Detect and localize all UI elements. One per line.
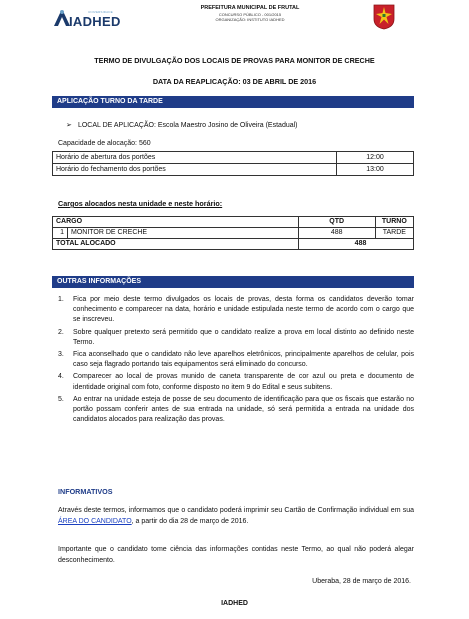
arrow-bullet-icon: ➢ bbox=[66, 122, 72, 129]
header-qtd: QTD bbox=[298, 217, 375, 228]
row-number: 1 bbox=[53, 228, 68, 239]
list-item bbox=[58, 395, 414, 426]
capacidade-alocacao: Capacidade de alocação: 560 bbox=[58, 140, 151, 147]
item-number: 4. bbox=[58, 373, 64, 381]
list-item bbox=[58, 295, 414, 326]
table-header-row bbox=[53, 217, 414, 228]
concurso-line: CONCURSO PÚBLICO - 001/2015 bbox=[218, 12, 282, 17]
frutal-crest-icon bbox=[373, 4, 395, 30]
informativo-text-before: Através deste termos, informamos que o candidato poderá imprimir seu Cartão de Confirmação individual em sua bbox=[58, 507, 414, 514]
section-turno-bar: APLICAÇÃO TURNO DA TARDE bbox=[52, 96, 414, 108]
informativo-paragraph-2: Importante que o candidato tome ciência das informações contidas neste Termo, ao qual não poderá alegar desconhecimento. bbox=[58, 546, 414, 564]
header-center bbox=[150, 5, 350, 22]
document-title: TERMO DE DIVULGAÇÃO DOS LOCAIS DE PROVAS PARA MONITOR DE CRECHE bbox=[94, 56, 375, 65]
horario-label: Horário de abertura dos portões bbox=[53, 152, 337, 164]
list-item bbox=[58, 350, 414, 370]
item-text: Sobre qualquer pretexto será permitido que o candidato realize a prova em local distinto ao definido neste Termo. bbox=[73, 328, 414, 346]
item-number: 5. bbox=[58, 395, 64, 403]
item-number: 2. bbox=[58, 328, 64, 336]
iadhed-logo bbox=[52, 8, 122, 30]
prefeitura-title: PREFEITURA MUNICIPAL DE FRUTAL bbox=[200, 5, 300, 11]
item-number: 3. bbox=[58, 351, 64, 359]
reaplicacao-date: DATA DA REAPLICAÇÃO: 03 DE ABRIL DE 2016 bbox=[152, 77, 317, 86]
informacoes-list bbox=[58, 295, 414, 427]
horario-value: 13:00 bbox=[337, 164, 414, 176]
logo-text: IADHED bbox=[69, 14, 121, 29]
header-cargo: CARGO bbox=[53, 217, 299, 228]
horarios-table bbox=[52, 151, 414, 176]
cargos-table bbox=[52, 216, 414, 250]
informativos-title: INFORMATIVOS bbox=[58, 487, 113, 496]
table-row bbox=[53, 164, 414, 176]
item-text: Fica por meio deste termo divulgados os locais de provas, desta forma os candidatos deverão tomar conhecimento e comparecer na data, horário e unidade estipulada neste termo de acordo com o cargo que se inscreveu. bbox=[73, 296, 414, 324]
total-label: TOTAL ALOCADO bbox=[53, 239, 299, 250]
footer-label: IADHED bbox=[221, 600, 248, 607]
table-row bbox=[53, 228, 414, 239]
horario-label: Horário do fechamento dos portões bbox=[53, 164, 337, 176]
list-item bbox=[58, 372, 414, 392]
item-text: Fica aconselhado que o candidato não leve aparelhos eletrônicos, principalmente aparelhos de celular, pois caso seja flagrado portando tais equipamentos será eliminado do concurso. bbox=[73, 351, 414, 369]
horario-value: 12:00 bbox=[337, 152, 414, 164]
cargos-title: Cargos alocados nesta unidade e neste horário: bbox=[58, 199, 223, 208]
cargo-qtd: 488 bbox=[298, 228, 375, 239]
informativo-text-after: , a partir do dia 28 de março de 2016. bbox=[131, 517, 249, 525]
cargo-name: MONITOR DE CRECHE bbox=[68, 228, 299, 239]
total-value: 488 bbox=[298, 239, 413, 250]
area-do-candidato-link[interactable]: ÁREA DO CANDIDATO bbox=[58, 517, 132, 525]
logo-subtext: UNIVERSIDADE bbox=[88, 10, 113, 14]
item-text: Ao entrar na unidade esteja de posse de seu documento de identificação para que os fiscais que estarão no portão possam conferir antes de sua entrada na unidade, só será permitida a entrada na unidade dos candidatos alocados para realização das provas. bbox=[73, 395, 414, 424]
header-turno: TURNO bbox=[375, 217, 413, 228]
item-text: Comparecer ao local de provas munido de caneta transparente de cor azul ou preta e documento de identidade original com foto, conforme disposto no item 9 do Edital e seus subitens. bbox=[73, 373, 414, 391]
cargo-turno: TARDE bbox=[375, 228, 413, 239]
item-number: 1. bbox=[58, 296, 64, 303]
local-aplicacao-text: LOCAL DE APLICAÇÃO: Escola Maestro Josino de Oliveira (Estadual) bbox=[77, 122, 298, 129]
local-aplicacao bbox=[66, 121, 298, 129]
list-item bbox=[58, 328, 414, 348]
informativo-paragraph-1 bbox=[58, 506, 414, 527]
total-row bbox=[53, 239, 414, 250]
table-row bbox=[53, 152, 414, 164]
signature-date: Uberaba, 28 de março de 2016. bbox=[312, 578, 411, 585]
organizacao-line: ORGANIZAÇÃO: INSTITUTO IADHED bbox=[215, 17, 285, 22]
section-outras-bar: OUTRAS INFORMAÇÕES bbox=[52, 276, 414, 288]
